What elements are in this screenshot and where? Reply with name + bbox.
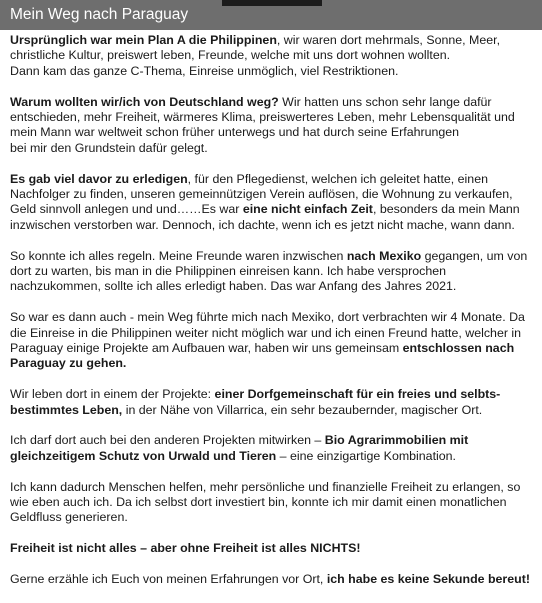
bold-text: Freiheit ist nicht alles – aber ohne Freiheit ist alles NICHTS! bbox=[10, 541, 361, 556]
paragraph-4 bbox=[10, 249, 536, 295]
text: entschieden, mehr Freiheit, wärmeres Klima, preiswerteres Leben, mehr Lebensqualität und bbox=[10, 110, 515, 125]
paragraph-6 bbox=[10, 387, 536, 418]
text: Paraguay einige Projekte am Aufbauen war, haben wir uns gemeinsam bbox=[10, 341, 403, 356]
text: gegangen, um von bbox=[421, 248, 528, 263]
text: Gerne erzähle ich Euch von meinen Erfahrungen vor Ort, bbox=[10, 572, 327, 587]
bold-text: Paraguay zu gehen. bbox=[10, 356, 127, 371]
text: in der Nähe von Villarrica, ein sehr bezaubernder, magischer Ort. bbox=[122, 402, 483, 417]
bold-text: ich habe es keine Sekunde bereut! bbox=[326, 572, 530, 587]
paragraph-7 bbox=[10, 433, 536, 464]
text: christliche Kultur, preiswert leben, Freunde, welche mit uns dort wohnen wollten. bbox=[10, 48, 451, 63]
text: dort zu warten, bis man in die Philippinen einreisen kann. Ich habe versprochen bbox=[10, 264, 446, 279]
bold-text: entschlossen nach bbox=[402, 341, 515, 356]
text: Dann kam das ganze C-Thema, Einreise unmöglich, viel Restriktionen. bbox=[10, 63, 399, 78]
text: – eine einzigartige Kombination. bbox=[276, 448, 456, 463]
text: Wir leben dort in einem der Projekte: bbox=[10, 387, 215, 402]
bold-text: Warum wollten wir/ich von Deutschland weg? bbox=[10, 94, 279, 109]
text: So war es dann auch - mein Weg führte mich nach Mexiko, dort verbrachten wir 4 Monate. Da bbox=[10, 310, 525, 325]
text: Nachfolger zu finden, unseren gemeinnützigen Verein auflösen, die Wohnung zu verkaufen, bbox=[10, 187, 513, 202]
text: bei mir den Grundstein dafür gelegt. bbox=[10, 140, 208, 155]
bold-text: Es gab viel davor zu erledigen bbox=[10, 171, 188, 186]
paragraph-5 bbox=[10, 310, 536, 372]
text: Ich kann dadurch Menschen helfen, mehr persönliche und finanzielle Freiheit zu erlangen, so bbox=[10, 479, 521, 494]
paragraph-1 bbox=[10, 33, 536, 79]
bold-text: Bio Agrarimmobilien mit bbox=[324, 433, 469, 448]
paragraph-9 bbox=[10, 541, 536, 556]
text: Geld sinnvoll anlegen und und……Es war bbox=[10, 202, 243, 217]
text: inzwischen verstorben war. Dennoch, ich dachte, wenn ich es jetzt nicht mache, wann dann. bbox=[10, 217, 515, 232]
bold-text: einer Dorfgemeinschaft für ein freies und selbts- bbox=[214, 387, 501, 402]
paragraph-10 bbox=[10, 572, 536, 587]
text: die Einreise in die Philippinen weiter nicht möglich war und ich einen Freund hatte, welcher in bbox=[10, 325, 522, 340]
text: wie eben auch ich. Da ich selbst dort investiert bin, konnte ich mir damit einen monatlichen bbox=[10, 495, 507, 510]
bold-text: bestimmtes Leben, bbox=[10, 402, 123, 417]
bold-text: Ursprünglich war mein Plan A die Philippinen bbox=[10, 33, 277, 47]
bold-text: gleichzeitigem Schutz von Urwald und Tieren bbox=[10, 448, 277, 463]
text: So konnte ich alles regeln. Meine Freunde waren inzwischen bbox=[10, 248, 347, 263]
text: nachzukommen, sollte ich alles erledigt haben. Das war Anfang des Jahres 2021. bbox=[10, 279, 457, 294]
text: , besonders da mein Mann bbox=[372, 202, 520, 217]
paragraph-2 bbox=[10, 95, 536, 157]
text: Ich darf dort auch bei den anderen Projekten mitwirken – bbox=[10, 433, 325, 448]
page-title: Mein Weg nach Paraguay bbox=[10, 6, 189, 23]
bold-text: eine nicht einfach Zeit bbox=[242, 202, 373, 217]
text: Geldfluss generieren. bbox=[10, 510, 128, 525]
text: Wir hatten uns schon sehr lange dafür bbox=[278, 94, 492, 109]
paragraph-3 bbox=[10, 172, 536, 234]
header-notch bbox=[222, 0, 322, 6]
header-bar bbox=[0, 0, 542, 30]
text: , für den Pflegedienst, welchen ich geleitet hatte, einen bbox=[187, 171, 488, 186]
text: , wir waren dort mehrmals, Sonne, Meer, bbox=[276, 33, 501, 47]
text: mein Mann war weltweit schon früher unterwegs und hat durch seine Erfahrungen bbox=[10, 125, 460, 140]
bold-text: nach Mexiko bbox=[346, 248, 422, 263]
paragraph-8 bbox=[10, 480, 536, 526]
article-body bbox=[10, 33, 536, 603]
